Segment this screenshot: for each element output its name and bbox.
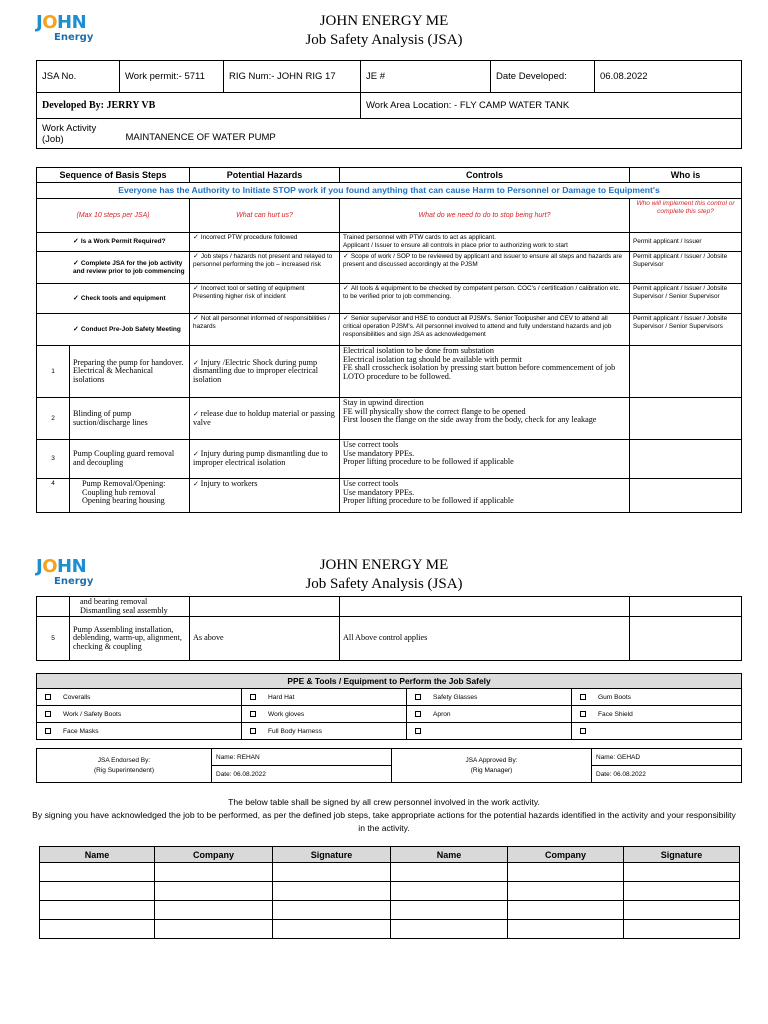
col-name: Name bbox=[391, 847, 508, 863]
pre-step-4: ✓ Conduct Pre-Job Safety Meeting bbox=[37, 314, 190, 346]
table-row[interactable] bbox=[40, 863, 740, 882]
endorsed-name[interactable]: Name: REHAN bbox=[212, 749, 392, 766]
step-hazard-5: As above bbox=[190, 617, 340, 661]
doc-title: Job Safety Analysis (JSA) bbox=[305, 32, 463, 48]
subheader-who: Who will implement this control or complete this step? bbox=[630, 199, 742, 233]
step-control-1: Electrical isolation to be done from substation Electrical isolation tag should be available with permit FE shall crosscheck isolation by pressing start button before commencement of job LOTO procedure to be followed. bbox=[340, 346, 630, 398]
step-who-4 bbox=[630, 479, 742, 513]
header-hazards: Potential Hazards bbox=[190, 168, 340, 183]
table-row[interactable] bbox=[40, 882, 740, 901]
check-icon: ✓ bbox=[73, 294, 81, 302]
step-desc-3: Pump Coupling guard removal and decoupling bbox=[70, 440, 190, 479]
signoff-table bbox=[36, 748, 742, 783]
table-row bbox=[37, 597, 742, 617]
approved-date[interactable]: Date: 06.08.2022 bbox=[592, 766, 742, 783]
stop-work-banner: Everyone has the Authority to Initiate STOP work if you found anything that can cause Harm to Personnel or Damage to Equipment's bbox=[37, 183, 742, 199]
ppe-item[interactable]: Face Masks bbox=[37, 723, 242, 740]
check-icon: ✓ bbox=[193, 480, 201, 488]
checkbox-icon[interactable] bbox=[580, 694, 586, 700]
col-signature: Signature bbox=[624, 847, 740, 863]
checkbox-icon[interactable] bbox=[45, 694, 51, 700]
pre-control-4: ✓ Senior supervisor and HSE to conduct all PJSM's. Senior Toolpusher and CEV to attend all critical operation PJSM's. All personnel involved to attend and fully understand hazards and job responsibilities and sign JSA as acknowledgement bbox=[340, 314, 630, 346]
step-hazard-2: ✓ release due to holdup material or passing valve bbox=[190, 398, 340, 440]
crew-note: The below table shall be signed by all crew personnel involved in the work activity. By signing you have acknowledged the job to be performed, as per the defined job steps, take appropriate actions for the potential hazards identified in the activity and your responsibility in the activity. bbox=[32, 797, 736, 833]
table-row bbox=[37, 233, 742, 252]
pre-who-2: Permit applicant / Issuer / Jobsite Supervisor bbox=[630, 252, 742, 284]
step-number: 4 bbox=[37, 479, 70, 513]
step-who-5 bbox=[630, 617, 742, 661]
table-row bbox=[37, 479, 742, 513]
ppe-item[interactable] bbox=[572, 723, 742, 740]
col-company: Company bbox=[155, 847, 273, 863]
work-activity-label: Work Activity (Job) bbox=[37, 119, 120, 149]
doc-header-page2 bbox=[0, 556, 768, 594]
ppe-item[interactable]: Work / Safety Boots bbox=[37, 706, 242, 723]
pre-who-3: Permit applicant / Issuer / Jobsite Supervisor / Senior Supervisor bbox=[630, 284, 742, 314]
table-row bbox=[37, 398, 742, 440]
jsa-no: JSA No. bbox=[37, 61, 120, 93]
ppe-item[interactable]: Coveralls bbox=[37, 689, 242, 706]
step-hazard-4: ✓ Injury to workers bbox=[190, 479, 340, 513]
check-icon: ✓ bbox=[193, 358, 201, 367]
endorsed-date[interactable]: Date: 06.08.2022 bbox=[212, 766, 392, 783]
check-icon: ✓ bbox=[73, 325, 81, 333]
check-icon: ✓ bbox=[343, 253, 351, 260]
ppe-item[interactable] bbox=[407, 723, 572, 740]
crew-signature-table bbox=[39, 846, 740, 939]
ppe-item[interactable]: Face Shield bbox=[572, 706, 742, 723]
step-number: 3 bbox=[37, 440, 70, 479]
pre-control-1: Trained personnel with PTW cards to act as applicant. Applicant / Issuer to ensure all controls in place prior to authorizing work to start bbox=[340, 233, 630, 252]
step-control-4: Use correct tools Use mandatory PPEs. Proper lifting procedure to be followed if applicable bbox=[340, 479, 630, 513]
ppe-item[interactable]: Apron bbox=[407, 706, 572, 723]
endorsed-by: JSA Endorsed By: (Rig Superintendent) bbox=[37, 749, 212, 783]
step-desc-2: Blinding of pump suction/discharge lines bbox=[70, 398, 190, 440]
checkbox-icon[interactable] bbox=[415, 711, 421, 717]
pre-step-1: ✓ Is a Work Permit Required? bbox=[37, 233, 190, 252]
checkbox-icon[interactable] bbox=[45, 711, 51, 717]
pre-who-4: Permit applicant / Issuer / Jobsite Supervisor / Senior Supervisors bbox=[630, 314, 742, 346]
check-icon: ✓ bbox=[193, 315, 201, 322]
date-developed: 06.08.2022 bbox=[595, 61, 742, 93]
table-row bbox=[37, 617, 742, 661]
ppe-item[interactable]: Gum Boots bbox=[572, 689, 742, 706]
table-row[interactable] bbox=[40, 920, 740, 939]
doc-header bbox=[0, 12, 768, 50]
check-icon: ✓ bbox=[193, 450, 201, 459]
approved-name[interactable]: Name: GEHAD bbox=[592, 749, 742, 766]
subheader-steps: (Max 10 steps per JSA) bbox=[37, 199, 190, 233]
jsa-steps-table bbox=[36, 167, 742, 513]
pre-who-1: Permit applicant / Issuer bbox=[630, 233, 742, 252]
table-row[interactable] bbox=[40, 901, 740, 920]
subheader-controls: What do we need to do to stop being hurt? bbox=[340, 199, 630, 233]
approved-by: JSA Approved By: (Rig Manager) bbox=[392, 749, 592, 783]
jsa-info-table bbox=[36, 60, 742, 149]
ppe-item[interactable]: Work gloves bbox=[242, 706, 407, 723]
check-icon: ✓ bbox=[343, 285, 351, 292]
col-signature: Signature bbox=[273, 847, 391, 863]
step-number: 5 bbox=[37, 617, 70, 661]
company-logo: JOHN Energy bbox=[36, 12, 94, 43]
table-row bbox=[37, 346, 742, 398]
header-controls: Controls bbox=[340, 168, 630, 183]
company-name: JOHN ENERGY ME bbox=[319, 13, 449, 29]
step-who-1 bbox=[630, 346, 742, 398]
company-name: JOHN ENERGY ME bbox=[319, 557, 449, 573]
jsa-steps-table-cont bbox=[36, 596, 742, 661]
table-row bbox=[37, 314, 742, 346]
pre-step-2: ✓ Complete JSA for the job activity and review prior to job commencing bbox=[37, 252, 190, 284]
rig-num: RIG Num:- JOHN RIG 17 bbox=[224, 61, 361, 93]
check-icon: ✓ bbox=[193, 253, 201, 260]
date-developed-label: Date Developed: bbox=[491, 61, 595, 93]
checkbox-icon[interactable] bbox=[580, 728, 586, 734]
step-desc-4: Pump Removal/Opening: Coupling hub removal Opening bearing housing bbox=[70, 479, 190, 513]
check-icon: ✓ bbox=[73, 238, 81, 245]
step-control-2: Stay in upwind direction FE will physically show the correct flange to be opened First loosen the flange on the side away from the body, check for any leakage bbox=[340, 398, 630, 440]
pre-control-3: ✓ All tools & equipment to be checked by competent person. COC's / certification / calibration etc. to be verified prior to job commencing. bbox=[340, 284, 630, 314]
work-area: Work Area Location: - FLY CAMP WATER TANK bbox=[361, 93, 742, 119]
work-activity: MAINTANENCE OF WATER PUMP bbox=[120, 119, 742, 149]
pre-hazard-4: ✓ Not all personnel informed of responsibilities / hazards bbox=[190, 314, 340, 346]
pre-hazard-2: ✓ Job steps / hazards not present and relayed to personnel performing the job – increased risk bbox=[190, 252, 340, 284]
step-desc-5: Pump Assembling installation, deblending, warm-up, alignment, checking & coupling bbox=[70, 617, 190, 661]
table-row bbox=[37, 440, 742, 479]
company-logo: JOHN Energy bbox=[36, 556, 94, 587]
step-hazard-3: ✓ Injury during pump dismantling due to improper electrical isolation bbox=[190, 440, 340, 479]
pre-control-2: ✓ Scope of work / SOP to be reviewed by applicant and issuer to ensure all steps and hazards are present and discussed accordingly at the PJSM bbox=[340, 252, 630, 284]
step-who-3 bbox=[630, 440, 742, 479]
checkbox-icon[interactable] bbox=[415, 728, 421, 734]
step-control-5: All Above control applies bbox=[340, 617, 630, 661]
checkbox-icon[interactable] bbox=[45, 728, 51, 734]
ppe-item[interactable]: Hard Hat bbox=[242, 689, 407, 706]
checkbox-icon[interactable] bbox=[250, 694, 256, 700]
work-permit: Work permit:- 5711 bbox=[120, 61, 224, 93]
header-who: Who is bbox=[630, 168, 742, 183]
checkbox-icon[interactable] bbox=[250, 711, 256, 717]
doc-title: Job Safety Analysis (JSA) bbox=[305, 576, 463, 592]
developed-by: Developed By: JERRY VB bbox=[37, 93, 361, 119]
subheader-hazards: What can hurt us? bbox=[190, 199, 340, 233]
check-icon: ✓ bbox=[193, 285, 201, 292]
step-control-3: Use correct tools Use mandatory PPEs. Proper lifting procedure to be followed if applicable bbox=[340, 440, 630, 479]
table-row bbox=[37, 252, 742, 284]
pre-hazard-3: ✓ Incorrect tool or setting of equipment Presenting higher risk of incident bbox=[190, 284, 340, 314]
check-icon: ✓ bbox=[73, 259, 81, 267]
checkbox-icon[interactable] bbox=[580, 711, 586, 717]
header-steps: Sequence of Basis Steps bbox=[37, 168, 190, 183]
step-who-2 bbox=[630, 398, 742, 440]
pre-hazard-1: ✓ Incorrect PTW procedure followed bbox=[190, 233, 340, 252]
je-number: JE # bbox=[361, 61, 491, 93]
col-name: Name bbox=[40, 847, 155, 863]
pre-step-3: ✓ Check tools and equipment bbox=[37, 284, 190, 314]
checkbox-icon[interactable] bbox=[415, 694, 421, 700]
checkbox-icon[interactable] bbox=[250, 728, 256, 734]
col-company: Company bbox=[508, 847, 624, 863]
ppe-title: PPE & Tools / Equipment to Perform the Job Safely bbox=[37, 674, 742, 689]
step-number: 1 bbox=[37, 346, 70, 398]
check-icon: ✓ bbox=[193, 234, 201, 241]
ppe-table bbox=[36, 673, 742, 740]
check-icon: ✓ bbox=[193, 409, 201, 418]
ppe-item[interactable]: Safety Glasses bbox=[407, 689, 572, 706]
check-icon: ✓ bbox=[343, 315, 351, 322]
step-desc-4-cont: and bearing removal Dismantling seal assembly bbox=[70, 597, 190, 617]
step-number: 2 bbox=[37, 398, 70, 440]
step-desc-1: Preparing the pump for handover. Electrical & Mechanical isolations bbox=[70, 346, 190, 398]
step-hazard-1: ✓ Injury /Electric Shock during pump dismantling due to improper electrical isolation bbox=[190, 346, 340, 398]
table-row bbox=[37, 284, 742, 314]
ppe-item[interactable]: Full Body Harness bbox=[242, 723, 407, 740]
